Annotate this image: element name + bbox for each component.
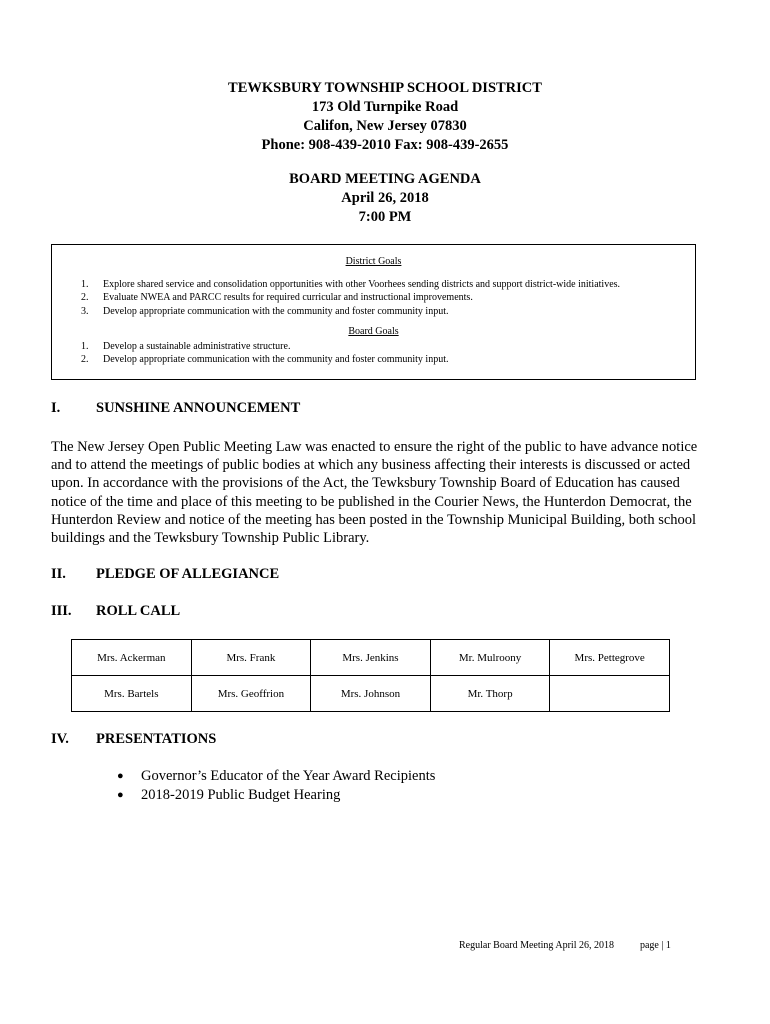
- list-item: [117, 767, 435, 786]
- section-heading-roll-call: [51, 603, 180, 620]
- roll-call-cell: Mrs. Bartels: [72, 676, 192, 712]
- header-spacer: [0, 155, 770, 170]
- list-item: [52, 291, 695, 305]
- section-number: IV.: [51, 731, 69, 747]
- board-goals-list: [52, 340, 695, 367]
- list-text: 2018-2019 Public Budget Hearing: [141, 787, 341, 803]
- roll-call-cell: Mrs. Pettegrove: [550, 640, 670, 676]
- meeting-date: April 26, 2018: [341, 190, 429, 206]
- table-row: [72, 640, 670, 676]
- section-number: I.: [51, 400, 61, 416]
- list-number: 2.: [81, 292, 89, 303]
- list-number: 2.: [81, 354, 89, 365]
- district-phone: Phone: 908-439-2010 Fax: 908-439-2655: [261, 137, 509, 153]
- list-text: Develop a sustainable administrative structure.: [103, 340, 291, 352]
- sunshine-paragraph: The New Jersey Open Public Meeting Law was enacted to ensure the right of the public to have advance notice and to attend the meetings of public bodies at which any business affecting their interests is discussed or acted upon. In accordance with the provisions of the Act, the Tewksbury Township Board of Education has caused notice of the time and place of this meeting to be published in the Courier News, the Hunterdon Democrat, the Hunterdon Review and notice of the meeting has been posted in the Township Municipal Building, both school buildings and the Tewksbury Township Public Library.: [51, 439, 698, 547]
- board-goals-title: Board Goals: [348, 326, 399, 337]
- section-title: PRESENTATIONS: [96, 731, 217, 747]
- list-text: Governor’s Educator of the Year Award Recipients: [141, 768, 436, 784]
- list-text: Evaluate NWEA and PARCC results for required curricular and instructional improvements.: [103, 292, 473, 303]
- district-name: TEWKSBURY TOWNSHIP SCHOOL DISTRICT: [228, 80, 542, 96]
- list-text: Develop appropriate communication with the community and foster community input.: [103, 354, 449, 365]
- district-goals-title: District Goals: [345, 256, 402, 267]
- section-number: III.: [51, 603, 72, 619]
- roll-call-cell: Mr. Thorp: [430, 676, 550, 712]
- bullet-icon: ●: [117, 789, 124, 801]
- district-city: Califon, New Jersey 07830: [303, 118, 467, 134]
- bullet-icon: ●: [117, 770, 124, 782]
- presentations-list: [117, 767, 435, 805]
- list-item: [52, 305, 695, 319]
- section-number: II.: [51, 566, 66, 582]
- meeting-time: 7:00 PM: [358, 209, 412, 225]
- list-text: Explore shared service and consolidation opportunities with other Voorhees sending districts and support district-wide initiatives.: [103, 278, 621, 290]
- list-text: Develop appropriate communication with the community and foster community input.: [103, 305, 449, 317]
- roll-call-cell: Mrs. Frank: [191, 640, 311, 676]
- section-title: ROLL CALL: [96, 603, 181, 619]
- section-title: PLEDGE OF ALLEGIANCE: [96, 566, 280, 582]
- section-heading-pledge: [51, 566, 279, 583]
- page-number: page | 1: [639, 940, 671, 951]
- list-number: 1.: [81, 340, 89, 352]
- list-item: [52, 340, 695, 354]
- list-number: 3.: [81, 305, 89, 317]
- goals-box: [51, 244, 696, 380]
- roll-call-cell: [550, 676, 670, 712]
- agenda-title: BOARD MEETING AGENDA: [289, 171, 481, 187]
- roll-call-cell: Mrs. Ackerman: [72, 640, 192, 676]
- section-heading-sunshine: [51, 400, 300, 417]
- footer-label: Regular Board Meeting April 26, 2018: [459, 940, 614, 951]
- roll-call-cell: Mrs. Jenkins: [311, 640, 431, 676]
- document-header: [0, 79, 770, 227]
- roll-call-cell: Mr. Mulroony: [430, 640, 550, 676]
- section-title: SUNSHINE ANNOUNCEMENT: [96, 400, 301, 416]
- table-row: [72, 676, 670, 712]
- roll-call-table: [71, 639, 670, 712]
- list-number: 1.: [81, 278, 89, 290]
- list-item: [52, 353, 695, 367]
- district-goals-list: [52, 278, 695, 319]
- roll-call-cell: Mrs. Johnson: [311, 676, 431, 712]
- list-item: [117, 786, 435, 805]
- list-item: [52, 278, 695, 292]
- roll-call-cell: Mrs. Geoffrion: [191, 676, 311, 712]
- section-heading-presentations: [51, 731, 216, 748]
- page-footer: [459, 940, 671, 951]
- district-address: 173 Old Turnpike Road: [311, 99, 459, 115]
